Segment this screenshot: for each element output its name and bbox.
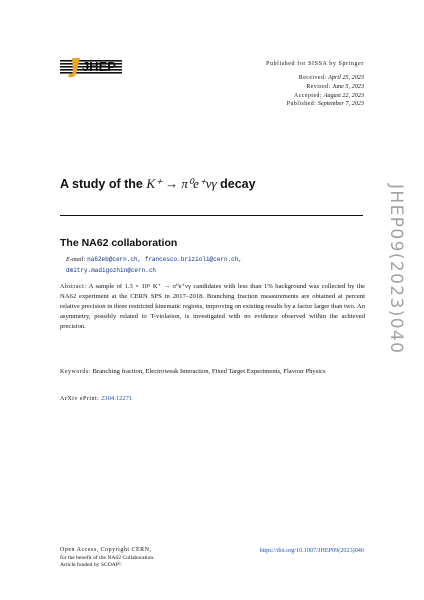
svg-text:JHEP: JHEP	[82, 59, 116, 74]
publication-dates	[287, 74, 364, 109]
title-rule	[60, 215, 363, 216]
publisher-line: Published for SISSA by Springer	[266, 61, 364, 67]
email-link[interactable]: na62eb@cern.ch, francesco.brizioli@cern.ch,	[87, 256, 242, 263]
abstract-text: A sample of 1.3 × 10⁵ K⁺ → π⁰e⁺νγ candidates with less than 1% background was collected by the NA62 experiment at the CERN SPS in 2017–2018. Branching fraction measurements are obtained at percent relative precision in three restricted kinematic regions, improving on existing results by a factor larger than two. An asymmetry, possibly related to T-violation, is investigated with no evidence observed within the achieved precision.	[60, 283, 365, 331]
abstract-label: Abstract:	[60, 284, 87, 290]
side-identifier: JHEP09(2023)040	[386, 183, 406, 355]
journal-logo	[58, 56, 124, 78]
title-decay-formula: K⁺ → π⁰e⁺νγ	[146, 176, 217, 191]
arxiv-link[interactable]: 2304.12271	[101, 395, 133, 402]
email-label: E-mail:	[66, 256, 86, 263]
email-link[interactable]: dmitry.madigozhin@cern.ch	[66, 267, 157, 274]
author-collaboration: The NA62 collaboration	[60, 237, 178, 249]
date-accepted: Accepted: August 22, 2023	[294, 91, 364, 99]
date-published: Published: September 7, 2023	[286, 100, 364, 108]
open-access-note: Open Access, Copyright CERN, for the benefit of the NA62 Collaboration. Article funded by SCOAP³.	[60, 547, 155, 569]
arxiv-eprint	[60, 395, 132, 402]
keywords-label: Keywords:	[60, 369, 91, 375]
abstract	[60, 282, 365, 332]
arxiv-label: ArXiv ePrint:	[60, 396, 100, 402]
date-revised: Revised: June 5, 2023	[306, 82, 364, 90]
keywords-text: Branching fraction, Electroweak Interaction, Fixed Target Experiments, Flavour Physics	[92, 368, 326, 375]
contact-emails	[66, 254, 366, 276]
paper-title: A study of the K⁺ → π⁰e⁺νγ decay	[60, 176, 256, 191]
keywords	[60, 367, 365, 377]
doi-link[interactable]: https://doi.org/10.1007/JHEP09(2023)040	[259, 547, 364, 554]
date-received: Received: April 25, 2023	[298, 74, 364, 81]
